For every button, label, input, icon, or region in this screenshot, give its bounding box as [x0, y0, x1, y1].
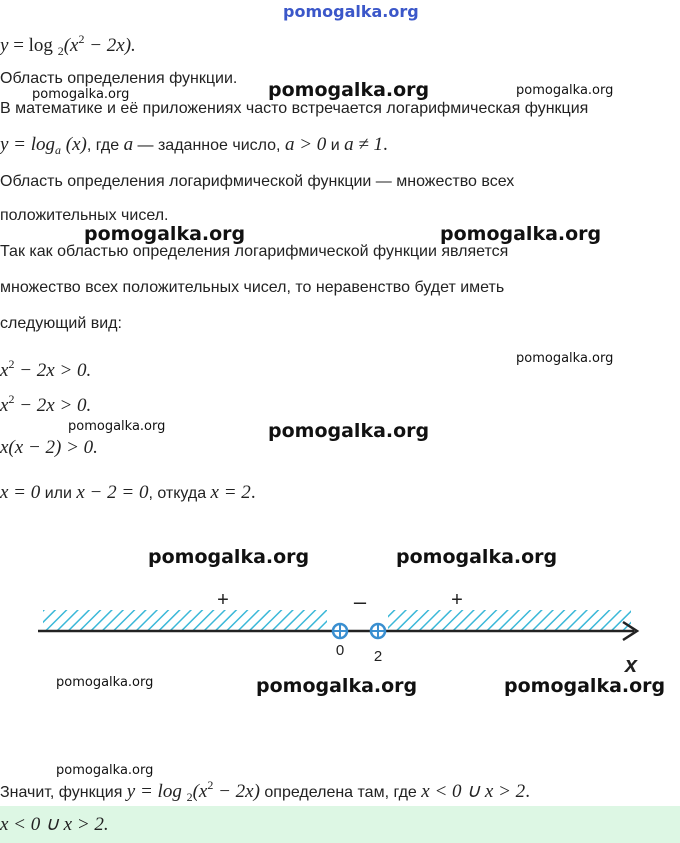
inequality-3: x(x − 2) > 0. [0, 437, 98, 458]
inequality-1: $x^2 - 2x > 0$. [0, 357, 92, 381]
sign-plus-right: + [451, 589, 463, 611]
so-text-3: следующий вид: [0, 315, 122, 332]
point-2 [371, 624, 385, 638]
watermark: pomogalka.org [68, 419, 166, 434]
answer-text: x < 0 ∪ x > 2. [0, 814, 109, 835]
roots-line: x = 0 или x − 2 = 0, откуда x = 2. [0, 482, 256, 503]
watermark: pomogalka.org [440, 223, 602, 245]
number-line [0, 585, 680, 675]
watermark: pomogalka.org [396, 546, 558, 568]
sign-plus-left: + [217, 589, 229, 611]
inequality-2: $x^2 - 2x > 0$. [0, 392, 92, 416]
intro-text: В математике и её приложениях часто встречается логарифмическая функция [0, 100, 589, 117]
log-definition: $y = \log_a (x)$, где a — заданное число, a > 0 и a ≠ 1. [0, 134, 388, 157]
answer-box [0, 806, 680, 843]
watermark: pomogalka.org [268, 79, 430, 101]
point-0 [333, 624, 347, 638]
watermark: pomogalka.org [516, 83, 614, 98]
watermark: pomogalka.org [32, 87, 130, 102]
label-2: 2 [373, 648, 383, 665]
site-header-link[interactable]: pomogalka.org [283, 2, 419, 21]
watermark: pomogalka.org [148, 546, 310, 568]
watermark: pomogalka.org [56, 763, 154, 778]
hatch-left [43, 610, 327, 630]
domain-text-1: Область определения логарифмической функции — множество всех [0, 173, 515, 190]
watermark: pomogalka.org [84, 223, 246, 245]
so-text-1: Так как областью определения логарифмической функции является [0, 243, 509, 260]
domain-text-2: положительных чисел. [0, 207, 169, 224]
domain-title: Область определения функции. [0, 70, 238, 87]
conclusion-line: Значит, функция $y = \log _2(x^2 - 2x)$ определена там, где x < 0 ∪ x > 2. [0, 778, 530, 804]
watermark: pomogalka.org [256, 675, 418, 697]
function-formula: $y = \log _2(x^2 - 2x)$. [0, 32, 136, 58]
axis-label-x: x [624, 652, 638, 675]
label-0: 0 [335, 642, 345, 659]
sign-minus: – [353, 589, 367, 614]
watermark: pomogalka.org [504, 675, 666, 697]
watermark: pomogalka.org [516, 351, 614, 366]
watermark: pomogalka.org [56, 675, 154, 690]
so-text-2: множество всех положительных чисел, то неравенство будет иметь [0, 279, 505, 296]
watermark: pomogalka.org [268, 420, 430, 442]
hatch-right [388, 610, 631, 630]
